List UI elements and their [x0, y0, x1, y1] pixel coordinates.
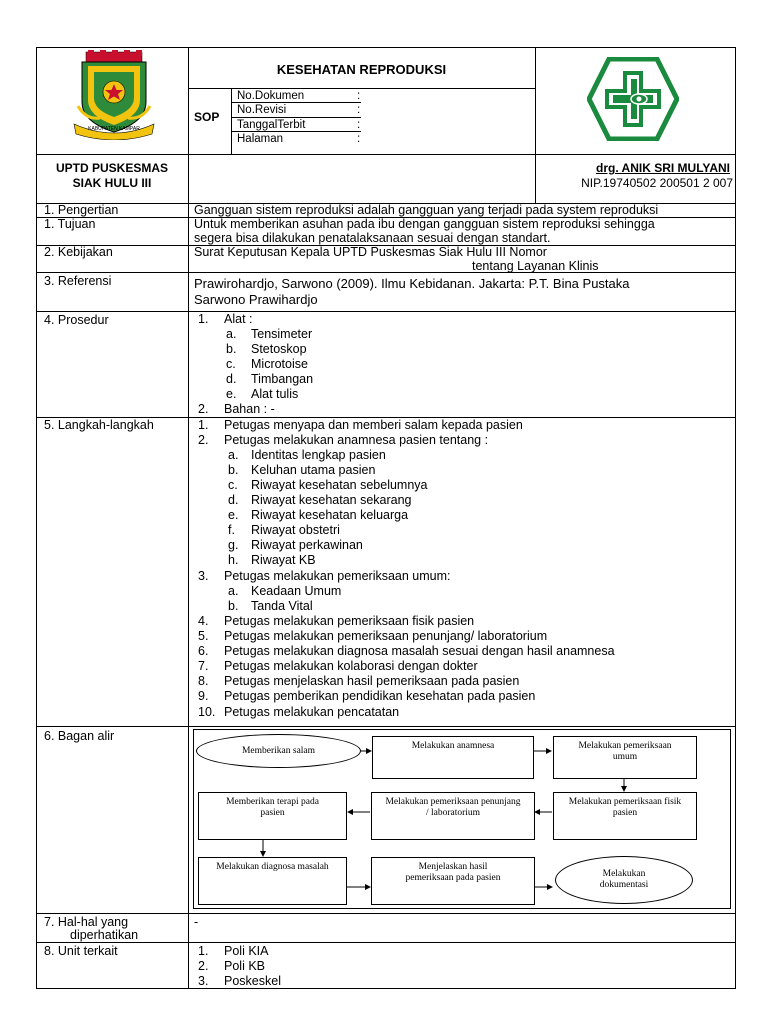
field-label: No.Dokumen	[237, 90, 305, 102]
list-item: Riwayat obstetri	[251, 523, 340, 537]
section-label: 6. Bagan alir	[44, 729, 115, 743]
flow-node-end: Melakukan dokumentasi	[555, 856, 693, 904]
list-item: Alat tulis	[251, 387, 299, 401]
list-item: Petugas melakukan diagnosa masalah sesuai dengan hasil anamnesa	[224, 644, 615, 658]
list-number: 4.	[198, 614, 209, 628]
org-name-line1: UPTD PUSKESMAS	[55, 161, 168, 175]
list-number: 5.	[198, 629, 209, 643]
tujuan-text: segera bisa dilakukan penatalaksanaan sesuai dengan standart.	[194, 231, 551, 245]
list-number: 7.	[198, 659, 209, 673]
signatory-name: drg. ANIK SRI MULYANI	[595, 161, 730, 175]
list-number: 1.	[198, 418, 209, 432]
list-item: Petugas melakukan pemeriksaan penunjang/ laboratorium	[224, 629, 548, 643]
flow-node: Menjelaskan hasil pemeriksaan pada pasien	[371, 857, 535, 905]
list-item: Petugas melakukan pencatatan	[224, 705, 400, 719]
list-number: f.	[228, 523, 235, 537]
list-number: 9.	[198, 689, 209, 703]
list-number: 8.	[198, 674, 209, 688]
list-item: Riwayat kesehatan sebelumnya	[251, 478, 428, 492]
list-item: Tensimeter	[251, 327, 313, 341]
list-number: 3.	[198, 569, 209, 583]
list-number: d.	[226, 372, 237, 386]
list-number: h.	[228, 553, 239, 567]
flow-node: Melakukan anamnesa	[372, 736, 534, 779]
section-label: 1. Tujuan	[44, 217, 96, 231]
kebijakan-text: Surat Keputusan Kepala UPTD Puskesmas Siak Hulu III Nomor	[194, 245, 547, 259]
list-item: Riwayat kesehatan sekarang	[251, 493, 412, 507]
list-item: Petugas melakukan pemeriksaan fisik pasien	[224, 614, 475, 628]
list-item: Petugas menjelaskan hasil pemeriksaan pada pasien	[224, 674, 520, 688]
referensi-text: Prawirohardjo, Sarwono (2009). Ilmu Kebidanan. Jakarta: P.T. Bina Pustaka	[194, 276, 630, 291]
flow-node: Melakukan pemeriksaan umum	[553, 736, 697, 779]
list-number: 6.	[198, 644, 209, 658]
field-label: No.Revisi	[237, 104, 287, 116]
list-item: Petugas menyapa dan memberi salam kepada pasien	[224, 418, 523, 432]
list-number: c.	[228, 478, 238, 492]
sop-label: SOP	[194, 110, 220, 124]
list-number: 3.	[198, 974, 209, 988]
section-label: 7. Hal-hal yang	[44, 915, 129, 929]
section-label: 1. Pengertian	[44, 203, 119, 217]
list-item: Tanda Vital	[251, 599, 313, 613]
list-number: d.	[228, 493, 239, 507]
pengertian-text: Gangguan sistem reproduksi adalah gangguan yang terjadi pada system reproduksi	[194, 203, 659, 217]
field-label: Halaman	[237, 133, 284, 145]
referensi-text: Sarwono Prawihardjo	[194, 292, 318, 307]
hal-text: -	[194, 915, 199, 929]
list-number: a.	[228, 584, 239, 598]
list-item: Riwayat perkawinan	[251, 538, 363, 552]
tujuan-text: Untuk memberikan asuhan pada ibu dengan gangguan sistem reproduksi sehingga	[194, 217, 655, 231]
field-value: :	[357, 119, 361, 131]
flow-node: Melakukan pemeriksaan fisik pasien	[553, 792, 697, 840]
field-value: :	[357, 104, 361, 116]
section-label: 5. Langkah-langkah	[44, 418, 154, 432]
flow-node: Melakukan pemeriksaan penunjang / laboratorium	[371, 792, 535, 840]
list-item: Bahan : -	[224, 402, 275, 416]
list-item: Poli KB	[224, 959, 265, 973]
list-number: 1.	[198, 312, 209, 326]
list-number: c.	[226, 357, 236, 371]
list-item: Petugas melakukan kolaborasi dengan dokter	[224, 659, 478, 673]
list-item: Petugas melakukan pemeriksaan umum:	[224, 569, 451, 583]
list-item: Microtoise	[251, 357, 308, 371]
list-item: Poli KIA	[224, 944, 269, 958]
flow-node-start: Memberikan salam	[196, 734, 361, 768]
list-number: g.	[228, 538, 239, 552]
org-name-line2: SIAK HULU III	[72, 176, 152, 190]
field-value: :	[357, 90, 361, 102]
list-number: 2.	[198, 959, 209, 973]
list-item: Riwayat KB	[251, 553, 316, 567]
list-number: a.	[228, 448, 239, 462]
list-number: 1.	[198, 944, 209, 958]
field-label: TanggalTerbit	[237, 119, 306, 131]
list-number: 2.	[198, 402, 209, 416]
list-item: Petugas pemberikan pendidikan kesehatan pada pasien	[224, 689, 536, 703]
list-item: Stetoskop	[251, 342, 307, 356]
list-number: a.	[226, 327, 237, 341]
document-title: KESEHATAN REPRODUKSI	[276, 62, 447, 77]
flow-node: Memberikan terapi pada pasien	[198, 792, 347, 840]
list-item: Riwayat kesehatan keluarga	[251, 508, 409, 522]
list-item: Poskeskel	[224, 974, 281, 988]
list-number: 10.	[198, 705, 216, 719]
signatory-nip: NIP.19740502 200501 2 007	[581, 176, 733, 190]
crest-banner-text: KABUPATEN KAMPAR	[88, 126, 140, 132]
list-number: b.	[226, 342, 237, 356]
field-value: :	[357, 133, 361, 145]
kebijakan-text: tentang Layanan Klinis	[472, 259, 599, 273]
list-number: e.	[226, 387, 237, 401]
flow-node: Melakukan diagnosa masalah	[198, 857, 347, 905]
section-label: 3. Referensi	[44, 274, 112, 288]
list-item: Timbangan	[251, 372, 314, 386]
list-item: Keadaan Umum	[251, 584, 342, 598]
section-label: 2. Kebijakan	[44, 245, 113, 259]
list-item: Petugas melakukan anamnesa pasien tentang :	[224, 433, 489, 447]
list-number: b.	[228, 599, 239, 613]
list-number: 2.	[198, 433, 209, 447]
list-item: Keluhan utama pasien	[251, 463, 376, 477]
section-label: diperhatikan	[70, 928, 139, 942]
list-number: e.	[228, 508, 239, 522]
list-item: Alat :	[224, 312, 253, 326]
section-label: 8. Unit terkait	[44, 944, 118, 958]
section-label: 4. Prosedur	[44, 313, 109, 327]
list-number: b.	[228, 463, 239, 477]
list-item: Identitas lengkap pasien	[251, 448, 386, 462]
